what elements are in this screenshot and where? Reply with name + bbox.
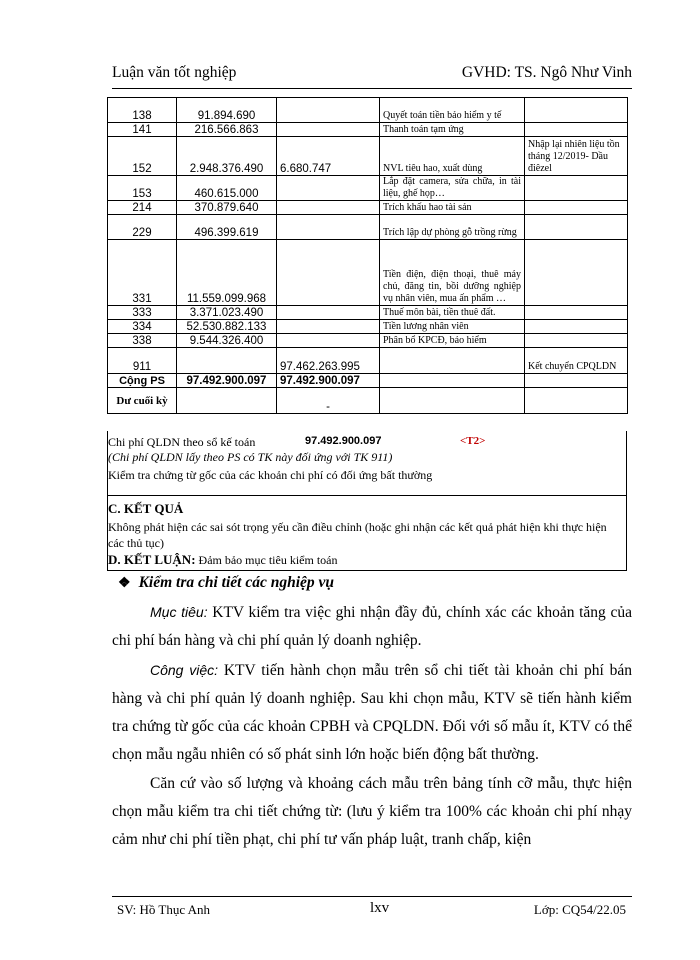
result-box: [107, 495, 627, 571]
description-cell: Lắp đặt camera, sửa chữa, in tài liệu, ghế họp…: [380, 176, 525, 201]
result-text: Không phát hiện các sai sót trọng yếu cần điều chỉnh (hoặc ghi nhận các kết quả phát hiện khi thực hiện các thủ tục): [108, 520, 607, 550]
description-cell: Trích khấu hao tài sản: [380, 201, 525, 215]
empty-cell: [525, 374, 628, 388]
footer-class: Lớp: CQ54/22.05: [533, 902, 626, 917]
description-cell: Thanh toán tạm ứng: [380, 123, 525, 137]
account-cell: 331: [108, 240, 177, 306]
credit-cell: [277, 98, 380, 123]
conclusion-label: D. KẾT LUẬN:: [108, 552, 196, 567]
work-text: KTV tiến hành chọn mẫu trên sổ chi tiết tài khoản chi phí bán hàng và chi phí quản lý doanh nghiệp. Sau khi chọn mẫu, KTV sẽ tiến hành kiểm tra chứng từ gốc của các khoản CPBH và CPQLDN. Đối với số mẫu ít, KTV có thể chọn mẫu ngẫu nhiên có số phát sinh lớn hoặc biến động bất thường.: [112, 661, 632, 764]
note-cell: [525, 201, 628, 215]
debit-cell: 9.544.326.400: [177, 334, 277, 348]
description-cell: [380, 348, 525, 374]
credit-cell: 97.462.263.995: [277, 348, 380, 374]
credit-cell: [277, 215, 380, 240]
note-cell: Nhập lại nhiên liệu tồn tháng 12/2019- Dầu điêzel: [525, 137, 628, 176]
summary-label: Chi phí QLDN theo sổ kế toán: [108, 435, 256, 449]
description-cell: Phân bổ KPCĐ, bảo hiểm: [380, 334, 525, 348]
description-cell: Thuế môn bài, tiền thuê đất.: [380, 306, 525, 320]
table-row: [108, 320, 628, 334]
credit-cell: [277, 306, 380, 320]
debit-cell: 11.559.099.968: [177, 240, 277, 306]
description-cell: Quyết toán tiền bảo hiểm y tế: [380, 98, 525, 123]
body-text: [112, 598, 632, 855]
totals-credit: 97.492.900.097: [277, 374, 380, 388]
paragraph-basis: Căn cứ vào số lượng và khoảng cách mẫu trên bảng tính cỡ mẫu, thực hiện chọn mẫu kiểm tra chi tiết chứng từ: (lưu ý kiểm tra 100% các khoản chi phí nhạy cảm như chi phí tiền phạt, chi phí tư vấn pháp luật, tranh chấp, kiện: [112, 774, 632, 849]
summary-box: [107, 431, 627, 496]
account-cell: 141: [108, 123, 177, 137]
debit-cell: 460.615.000: [177, 176, 277, 201]
summary-note: (Chi phí QLDN lấy theo PS có TK này đối ứng với TK 911): [108, 450, 393, 464]
account-cell: 138: [108, 98, 177, 123]
note-cell: [525, 306, 628, 320]
table-row: [108, 348, 628, 374]
footer-student: SV: Hồ Thục Anh: [117, 902, 211, 917]
credit-cell: [277, 320, 380, 334]
totals-row: [108, 374, 628, 388]
account-cell: 229: [108, 215, 177, 240]
empty-cell: [525, 388, 628, 414]
account-cell: 152: [108, 137, 177, 176]
account-cell: 338: [108, 334, 177, 348]
page-number: lxv: [370, 900, 390, 916]
paragraph-work: [112, 656, 632, 770]
empty-cell: [380, 374, 525, 388]
debit-cell: 3.371.023.490: [177, 306, 277, 320]
description-cell: Tiền lương nhân viên: [380, 320, 525, 334]
objective-text: KTV kiểm tra việc ghi nhận đầy đủ, chính xác các khoản tăng của chi phí bán hàng và chi phí quản lý doanh nghiệp.: [112, 604, 632, 650]
note-cell: [525, 176, 628, 201]
summary-procedure: Kiểm tra chứng từ gốc của các khoản chi phí có đối ứng bất thường: [108, 468, 433, 482]
credit-cell: [277, 123, 380, 137]
conclusion-text: Đảm bảo mục tiêu kiểm toán: [198, 553, 338, 567]
account-cell: 153: [108, 176, 177, 201]
table-row: [108, 201, 628, 215]
header-divider: [112, 88, 632, 89]
page-footer: [112, 902, 632, 922]
credit-cell: 6.680.747: [277, 137, 380, 176]
table-row: [108, 334, 628, 348]
section-title: Kiểm tra chi tiết các nghiệp vụ: [138, 574, 335, 591]
empty-cell: [177, 388, 277, 414]
work-label: Công việc:: [150, 661, 219, 678]
ledger-table: [107, 97, 628, 414]
table-row: [108, 137, 628, 176]
table-row: [108, 176, 628, 201]
credit-cell: [277, 240, 380, 306]
debit-cell: 496.399.619: [177, 215, 277, 240]
note-cell: Kết chuyển CPQLDN: [525, 348, 628, 374]
closing-balance-row: [108, 388, 628, 414]
table-row: [108, 123, 628, 137]
account-cell: 214: [108, 201, 177, 215]
objective-label: Mục tiêu:: [150, 604, 208, 620]
table-row: [108, 306, 628, 320]
account-cell: 333: [108, 306, 177, 320]
diamond-bullet-icon: ❖: [118, 576, 131, 591]
credit-cell: [277, 176, 380, 201]
note-cell: [525, 334, 628, 348]
totals-debit: 97.492.900.097: [177, 374, 277, 388]
debit-cell: 216.566.863: [177, 123, 277, 137]
description-cell: Tiền điện, điện thoại, thuê máy chủ, đăng tin, bồi dưỡng nghiệp vụ nhân viên, mua ấn phẩm …: [380, 240, 525, 306]
table-row: [108, 215, 628, 240]
note-cell: [525, 240, 628, 306]
note-cell: [525, 320, 628, 334]
summary-tag: <T2>: [460, 435, 486, 447]
paragraph-objective: [112, 598, 632, 656]
table-row: [108, 98, 628, 123]
debit-cell: [177, 348, 277, 374]
note-cell: [525, 123, 628, 137]
account-cell: 911: [108, 348, 177, 374]
header-title: Luận văn tốt nghiệp: [112, 64, 237, 81]
credit-cell: [277, 334, 380, 348]
result-heading: C. KẾT QUẢ: [108, 501, 184, 516]
conclusion: [108, 552, 338, 568]
debit-cell: 52.530.882.133: [177, 320, 277, 334]
closing-label: Dư cuối kỳ: [108, 388, 177, 414]
header-advisor: GVHD: TS. Ngô Như Vinh: [461, 64, 632, 81]
section-heading: [118, 574, 334, 592]
closing-value: -: [277, 388, 380, 414]
note-cell: [525, 215, 628, 240]
footer-divider: [112, 896, 632, 897]
table-row: [108, 240, 628, 306]
summary-value: 97.492.900.097: [305, 435, 382, 447]
totals-label: Cộng PS: [108, 374, 177, 388]
debit-cell: 2.948.376.490: [177, 137, 277, 176]
description-cell: Trích lập dự phòng gỗ trồng rừng: [380, 215, 525, 240]
debit-cell: 370.879.640: [177, 201, 277, 215]
debit-cell: 91.894.690: [177, 98, 277, 123]
description-cell: NVL tiêu hao, xuất dùng: [380, 137, 525, 176]
credit-cell: [277, 201, 380, 215]
page-header: [112, 64, 632, 84]
account-cell: 334: [108, 320, 177, 334]
empty-cell: [380, 388, 525, 414]
note-cell: [525, 98, 628, 123]
